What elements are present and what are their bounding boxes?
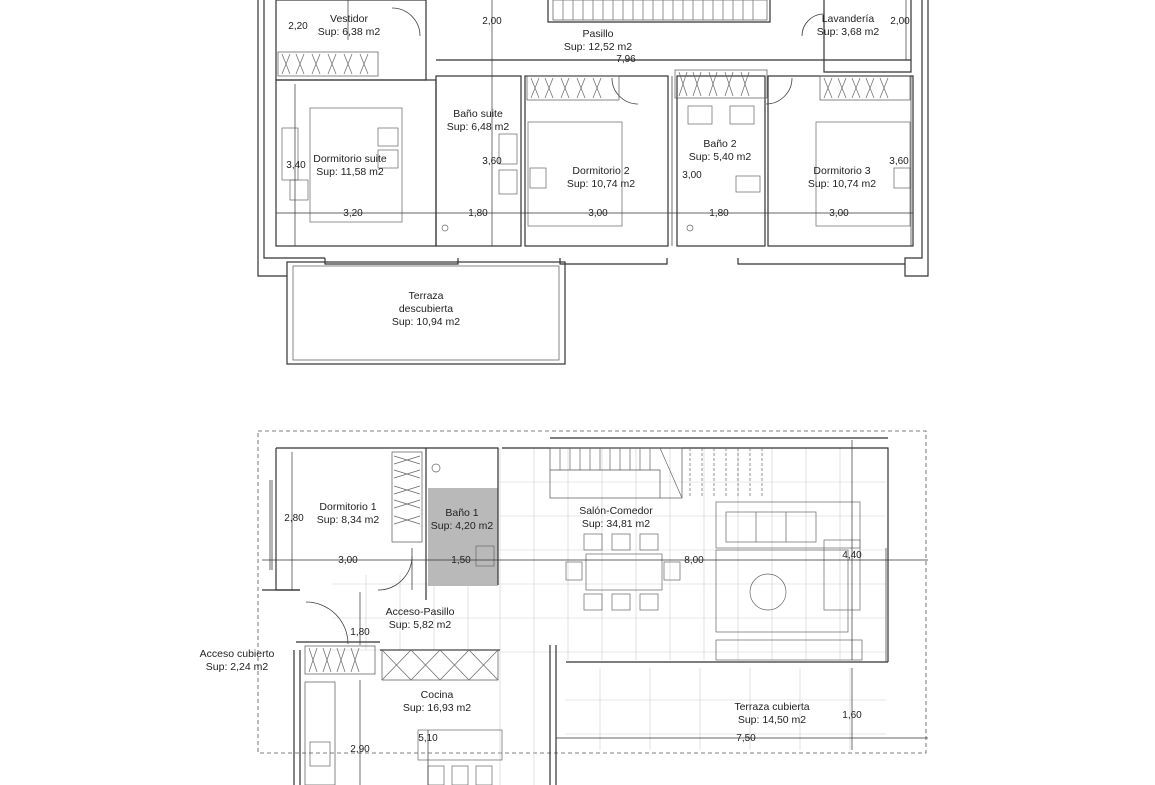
lower-dimension-lines: [262, 440, 928, 785]
dim-label: 1,80: [468, 208, 488, 219]
room-area-vestidor: Sup: 6,38 m2: [317, 26, 381, 38]
lower-floor-boundary: [258, 431, 926, 753]
dim-label: 3,00: [682, 170, 702, 181]
lower-wardrobe: [305, 452, 422, 674]
room-area-bano-suite: Sup: 6,48 m2: [446, 121, 510, 133]
room-area-terraza-descubierta: Sup: 10,94 m2: [391, 316, 461, 328]
room-name-terraza: Terraza: [408, 290, 444, 302]
room-area-cocina: Sup: 16,93 m2: [402, 702, 472, 714]
lower-stairs: [550, 448, 762, 498]
room-area-acceso-pasillo: Sup: 5,82 m2: [388, 619, 452, 631]
lower-floor-walls: [262, 438, 888, 785]
dim-label: 3,60: [889, 156, 909, 167]
room-name-acceso-cubierto: Acceso cubierto: [199, 648, 275, 660]
dim-label: 1,80: [709, 208, 729, 219]
room-name-dormitorio-3: Dormitorio 3: [813, 165, 871, 177]
room-name-dormitorio-suite: Dormitorio suite: [313, 153, 387, 165]
dim-label: 3,20: [343, 208, 363, 219]
lower-floor-labels: [200, 501, 810, 726]
room-area-lavanderia: Sup: 3,68 m2: [816, 26, 880, 38]
dim-label: 7,96: [616, 54, 636, 65]
dim-label: 3,60: [482, 156, 502, 167]
dim-label: 7,50: [736, 733, 756, 744]
dim-label: 3,40: [286, 160, 306, 171]
dim-label: 2,90: [350, 744, 370, 755]
kitchen-units: [305, 650, 502, 785]
dim-label: 4,40: [842, 550, 862, 561]
dim-label: 8,00: [684, 555, 704, 566]
room-area-bano-1: Sup: 4,20 m2: [430, 520, 494, 532]
dim-label: 2,20: [288, 21, 308, 32]
lower-floor-plan: [258, 431, 928, 785]
room-area-acceso-cubierto: Sup: 2,24 m2: [205, 661, 269, 673]
dim-label: 2,00: [890, 16, 910, 27]
dim-label: 1,50: [451, 555, 471, 566]
room-area-dormitorio-2: Sup: 10,74 m2: [566, 178, 636, 190]
dim-label: 5,10: [418, 733, 438, 744]
dim-label: 2,80: [284, 513, 304, 524]
room-area-salon-comedor: Sup: 34,81 m2: [581, 518, 651, 530]
room-name-dormitorio-1: Dormitorio 1: [319, 501, 377, 513]
dim-label: 1,80: [350, 627, 370, 638]
room-name-salon-comedor: Salón-Comedor: [579, 505, 653, 517]
room-name-acceso-pasillo: Acceso-Pasillo: [385, 606, 455, 618]
room-area-terraza-cubierta: Sup: 14,50 m2: [737, 714, 807, 726]
room-name-bano-2: Baño 2: [703, 138, 737, 150]
room-area-pasillo: Sup: 12,52 m2: [563, 41, 633, 53]
room-name-dormitorio-2: Dormitorio 2: [572, 165, 630, 177]
room-area-dormitorio-suite: Sup: 11,58 m2: [316, 166, 384, 178]
dim-label: 2,00: [482, 16, 502, 27]
room-name-cocina: Cocina: [420, 689, 454, 701]
dim-label: 3,00: [588, 208, 608, 219]
dim-label: 3,00: [338, 555, 358, 566]
dim-label: 1,60: [842, 710, 862, 721]
room-name-terraza-cubierta: Terraza cubierta: [734, 701, 810, 713]
bano-1-floor: [428, 488, 498, 586]
room-name-vestidor: Vestidor: [330, 13, 368, 25]
room-area-dormitorio-1: Sup: 8,34 m2: [316, 514, 380, 526]
room-name-lavanderia: Lavandería: [821, 13, 875, 25]
room-name-terraza-descubierta: descubierta: [398, 303, 454, 315]
dim-label: 3,00: [829, 208, 849, 219]
room-name-pasillo: Pasillo: [582, 28, 614, 40]
room-name-bano-suite: Baño suite: [453, 108, 503, 120]
room-name-bano-1: Baño 1: [445, 507, 479, 519]
room-area-bano-2: Sup: 5,40 m2: [688, 151, 752, 163]
room-area-dormitorio-3: Sup: 10,74 m2: [807, 178, 877, 190]
